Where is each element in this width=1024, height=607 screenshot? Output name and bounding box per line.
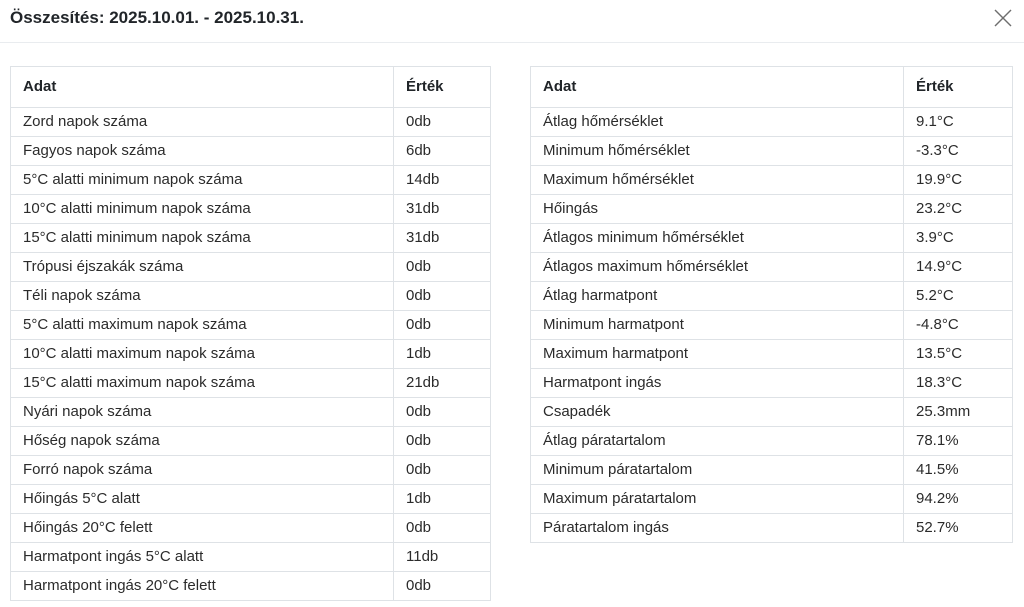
row-label: Minimum páratartalom	[531, 456, 904, 485]
table-row	[531, 253, 1013, 282]
row-value: -4.8°C	[904, 311, 1013, 340]
table-row	[11, 572, 491, 601]
table-row	[11, 456, 491, 485]
table-row	[11, 311, 491, 340]
column-header-ertek: Érték	[394, 67, 491, 108]
table-row	[11, 137, 491, 166]
row-value: 0db	[394, 398, 491, 427]
row-label: Téli napok száma	[11, 282, 394, 311]
close-button[interactable]	[990, 5, 1016, 31]
tables-container	[0, 43, 1024, 601]
table-row	[531, 282, 1013, 311]
column-header-adat: Adat	[531, 67, 904, 108]
row-label: 10°C alatti minimum napok száma	[11, 195, 394, 224]
table-row	[11, 195, 491, 224]
row-value: 0db	[394, 253, 491, 282]
row-value: 3.9°C	[904, 224, 1013, 253]
table-row	[11, 166, 491, 195]
table-row	[11, 108, 491, 137]
table-row	[11, 224, 491, 253]
row-label: Trópusi éjszakák száma	[11, 253, 394, 282]
table-row	[11, 253, 491, 282]
table-row	[531, 369, 1013, 398]
table-header-row	[531, 67, 1013, 108]
row-label: 5°C alatti maximum napok száma	[11, 311, 394, 340]
row-label: Hőingás 5°C alatt	[11, 485, 394, 514]
day-counts-table	[10, 66, 491, 601]
table-row	[531, 514, 1013, 543]
row-label: Átlag páratartalom	[531, 427, 904, 456]
table-header-row	[11, 67, 491, 108]
row-value: 1db	[394, 485, 491, 514]
row-value: 5.2°C	[904, 282, 1013, 311]
row-value: 1db	[394, 340, 491, 369]
row-label: Átlag hőmérséklet	[531, 108, 904, 137]
row-label: Hőingás 20°C felett	[11, 514, 394, 543]
row-label: Nyári napok száma	[11, 398, 394, 427]
row-label: 15°C alatti maximum napok száma	[11, 369, 394, 398]
table-row	[531, 427, 1013, 456]
row-label: Csapadék	[531, 398, 904, 427]
row-value: 78.1%	[904, 427, 1013, 456]
table-row	[11, 543, 491, 572]
dialog-header	[0, 0, 1024, 43]
column-header-adat: Adat	[11, 67, 394, 108]
row-label: Minimum hőmérséklet	[531, 137, 904, 166]
row-label: Forró napok száma	[11, 456, 394, 485]
row-value: 0db	[394, 311, 491, 340]
row-value: 0db	[394, 514, 491, 543]
row-label: Hőingás	[531, 195, 904, 224]
table-row	[531, 311, 1013, 340]
row-value: 11db	[394, 543, 491, 572]
table-row	[11, 282, 491, 311]
row-value: 21db	[394, 369, 491, 398]
row-value: 13.5°C	[904, 340, 1013, 369]
row-label: Páratartalom ingás	[531, 514, 904, 543]
table-row	[11, 340, 491, 369]
row-label: Hőség napok száma	[11, 427, 394, 456]
row-label: 10°C alatti maximum napok száma	[11, 340, 394, 369]
row-value: 0db	[394, 572, 491, 601]
row-value: 0db	[394, 427, 491, 456]
row-value: 0db	[394, 456, 491, 485]
row-label: Zord napok száma	[11, 108, 394, 137]
row-label: Maximum páratartalom	[531, 485, 904, 514]
table-row	[11, 427, 491, 456]
row-label: Harmatpont ingás	[531, 369, 904, 398]
row-value: 31db	[394, 195, 491, 224]
row-value: 41.5%	[904, 456, 1013, 485]
row-label: 5°C alatti minimum napok száma	[11, 166, 394, 195]
row-value: 18.3°C	[904, 369, 1013, 398]
row-label: Harmatpont ingás 5°C alatt	[11, 543, 394, 572]
row-label: Harmatpont ingás 20°C felett	[11, 572, 394, 601]
dialog-title: Összesítés: 2025.10.01. - 2025.10.31.	[10, 8, 304, 27]
row-label: 15°C alatti minimum napok száma	[11, 224, 394, 253]
table-row	[531, 456, 1013, 485]
table-row	[11, 514, 491, 543]
row-value: 0db	[394, 282, 491, 311]
row-value: 9.1°C	[904, 108, 1013, 137]
row-label: Fagyos napok száma	[11, 137, 394, 166]
row-label: Minimum harmatpont	[531, 311, 904, 340]
row-value: 14db	[394, 166, 491, 195]
table-row	[531, 398, 1013, 427]
row-label: Átlag harmatpont	[531, 282, 904, 311]
table-row	[11, 369, 491, 398]
row-value: -3.3°C	[904, 137, 1013, 166]
row-label: Maximum harmatpont	[531, 340, 904, 369]
table-row	[531, 108, 1013, 137]
row-label: Átlagos maximum hőmérséklet	[531, 253, 904, 282]
row-label: Maximum hőmérséklet	[531, 166, 904, 195]
table-row	[531, 340, 1013, 369]
table-row	[531, 485, 1013, 514]
row-value: 14.9°C	[904, 253, 1013, 282]
row-value: 0db	[394, 108, 491, 137]
row-value: 52.7%	[904, 514, 1013, 543]
table-row	[11, 398, 491, 427]
column-header-ertek: Érték	[904, 67, 1013, 108]
row-value: 19.9°C	[904, 166, 1013, 195]
row-value: 6db	[394, 137, 491, 166]
table-row	[531, 224, 1013, 253]
row-value: 25.3mm	[904, 398, 1013, 427]
table-row	[531, 166, 1013, 195]
measurements-table	[530, 66, 1013, 543]
row-label: Átlagos minimum hőmérséklet	[531, 224, 904, 253]
table-row	[531, 195, 1013, 224]
row-value: 31db	[394, 224, 491, 253]
row-value: 94.2%	[904, 485, 1013, 514]
row-value: 23.2°C	[904, 195, 1013, 224]
table-row	[531, 137, 1013, 166]
close-icon	[992, 7, 1014, 29]
table-row	[11, 485, 491, 514]
